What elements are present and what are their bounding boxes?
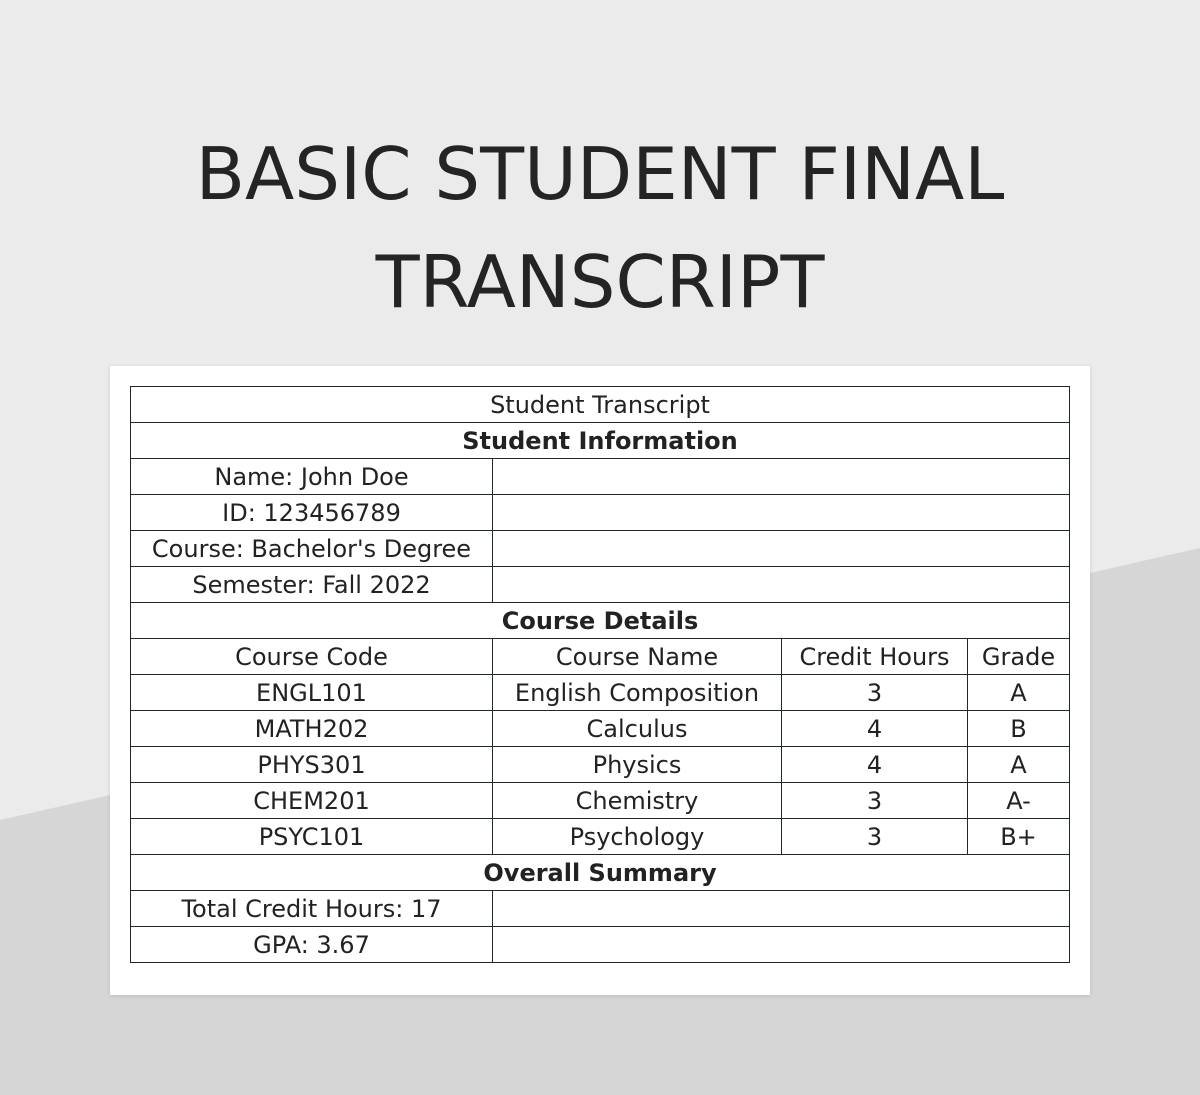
section-header-row: [131, 855, 1070, 891]
column-header-row: [131, 639, 1070, 675]
page-title: [0, 120, 1200, 336]
table-row: [131, 819, 1070, 855]
student-semester: Semester: Fall 2022: [131, 567, 493, 603]
column-header-course-name: Course Name: [493, 639, 782, 675]
credit-hours-cell: 4: [782, 747, 968, 783]
course-name-cell: Chemistry: [493, 783, 782, 819]
grade-cell: B+: [968, 819, 1070, 855]
table-row: [131, 747, 1070, 783]
summary-row: [131, 891, 1070, 927]
overall-summary-heading: Overall Summary: [131, 855, 1070, 891]
column-header-course-code: Course Code: [131, 639, 493, 675]
column-header-grade: Grade: [968, 639, 1070, 675]
transcript-table: [130, 386, 1070, 963]
course-name-cell: English Composition: [493, 675, 782, 711]
transcript-caption: Student Transcript: [131, 387, 1070, 423]
page-title-line-2: TRANSCRIPT: [375, 240, 825, 324]
page-title-line-1: BASIC STUDENT FINAL: [195, 132, 1005, 216]
credit-hours-cell: 4: [782, 711, 968, 747]
column-header-credit-hours: Credit Hours: [782, 639, 968, 675]
table-row: [131, 783, 1070, 819]
info-row: [131, 495, 1070, 531]
info-row: [131, 567, 1070, 603]
grade-cell: B: [968, 711, 1070, 747]
caption-row: [131, 387, 1070, 423]
credit-hours-cell: 3: [782, 819, 968, 855]
info-row: [131, 531, 1070, 567]
course-code-cell: MATH202: [131, 711, 493, 747]
course-code-cell: PSYC101: [131, 819, 493, 855]
course-name-cell: Psychology: [493, 819, 782, 855]
table-row: [131, 711, 1070, 747]
student-course: Course: Bachelor's Degree: [131, 531, 493, 567]
empty-cell: [493, 459, 1070, 495]
empty-cell: [493, 495, 1070, 531]
grade-cell: A-: [968, 783, 1070, 819]
empty-cell: [493, 927, 1070, 963]
course-code-cell: CHEM201: [131, 783, 493, 819]
section-header-row: [131, 603, 1070, 639]
transcript-card: [110, 366, 1090, 995]
empty-cell: [493, 531, 1070, 567]
credit-hours-cell: 3: [782, 783, 968, 819]
grade-cell: A: [968, 747, 1070, 783]
student-name: Name: John Doe: [131, 459, 493, 495]
total-credit-hours: Total Credit Hours: 17: [131, 891, 493, 927]
gpa: GPA: 3.67: [131, 927, 493, 963]
course-code-cell: ENGL101: [131, 675, 493, 711]
credit-hours-cell: 3: [782, 675, 968, 711]
grade-cell: A: [968, 675, 1070, 711]
course-code-cell: PHYS301: [131, 747, 493, 783]
course-name-cell: Physics: [493, 747, 782, 783]
student-id: ID: 123456789: [131, 495, 493, 531]
table-row: [131, 675, 1070, 711]
section-header-row: [131, 423, 1070, 459]
info-row: [131, 459, 1070, 495]
summary-row: [131, 927, 1070, 963]
student-information-heading: Student Information: [131, 423, 1070, 459]
empty-cell: [493, 891, 1070, 927]
course-name-cell: Calculus: [493, 711, 782, 747]
empty-cell: [493, 567, 1070, 603]
course-details-heading: Course Details: [131, 603, 1070, 639]
